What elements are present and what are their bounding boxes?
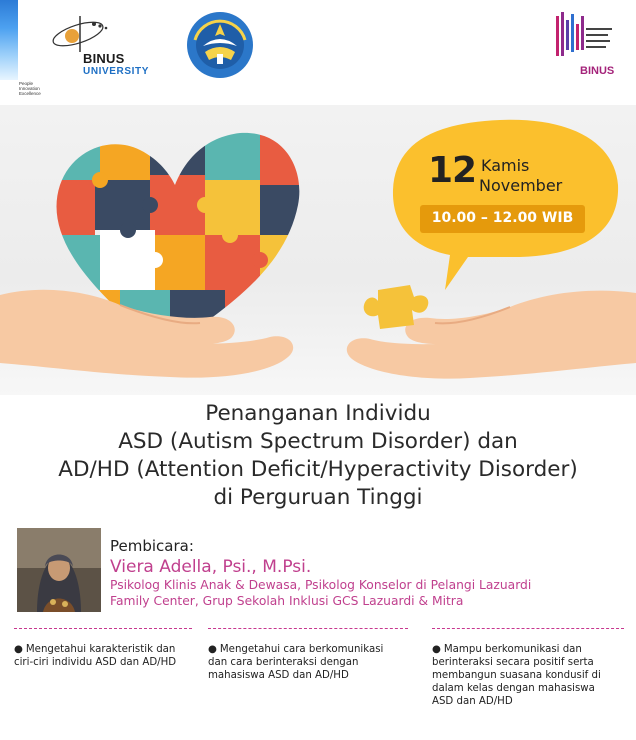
heart-puzzle-hands-illustration: [0, 105, 636, 395]
objective-text: Mampu berkomunikasi dan: [443, 644, 582, 655]
objective-item: [14, 643, 204, 669]
pie-logo-strip: [0, 0, 18, 80]
pie-tagline-line: People: [19, 81, 34, 86]
event-title-line: Penanganan Individu: [205, 401, 431, 426]
event-title-line: AD/HD (Attention Deficit/Hyperactivity Disorder): [58, 457, 578, 482]
objective-line: mahasiswa ASD dan AD/HD: [208, 670, 349, 681]
bullet-icon: ●: [208, 644, 217, 655]
objective-line: ASD dan AD/HD: [432, 696, 513, 707]
objective-line: dalam kelas dengan mahasiswa: [432, 683, 595, 694]
anniversary-emblem-icon: [552, 10, 616, 66]
section-divider: [432, 628, 624, 629]
objective-line: [14, 643, 204, 656]
speaker-role: [110, 577, 610, 609]
objective-item: [432, 643, 632, 708]
speaker-label: Pembicara:: [110, 537, 194, 555]
pie-tagline-line: Excellence: [19, 91, 41, 97]
objective-line: [208, 643, 423, 656]
bullet-icon: ●: [432, 644, 441, 655]
university-wordmark: UNIVERSITY: [83, 66, 150, 77]
binus-university-logo: [50, 12, 160, 80]
header: [0, 0, 636, 105]
objective-line: dan cara berinteraksi dengan: [208, 657, 359, 668]
speaker-portrait-icon: [17, 528, 101, 612]
event-day: 12: [428, 150, 477, 191]
event-month: November: [479, 176, 563, 195]
objective-line: membangun suasana kondusif di: [432, 670, 601, 681]
objective-item: [208, 643, 423, 682]
objective-line: berinteraksi secara positif serta: [432, 657, 594, 668]
objective-line: ciri-ciri individu ASD dan AD/HD: [14, 657, 177, 668]
tut-wuri-handayani-emblem-icon: [185, 10, 255, 80]
bullet-icon: ●: [14, 644, 23, 655]
speaker-role-line: Family Center, Grup Sekolah Inklusi GCS Lazuardi & Mitra: [110, 594, 464, 608]
binus-wordmark: BINUS: [83, 51, 125, 66]
section-divider: [14, 628, 192, 629]
event-time-pill: [420, 205, 585, 233]
event-title-line: ASD (Autism Spectrum Disorder) dan: [118, 429, 518, 454]
pie-tagline: [19, 81, 59, 97]
objective-line: [432, 643, 632, 656]
event-title: [0, 400, 636, 512]
objective-text: Mengetahui cara berkomunikasi: [219, 644, 384, 655]
event-time: 10.00 – 12.00 WIB: [431, 210, 574, 226]
speaker-photo: [17, 528, 101, 612]
objective-text: Mengetahui karakteristik dan: [25, 644, 176, 655]
speaker-name: Viera Adella, Psi., M.Psi.: [110, 557, 312, 577]
event-title-line: di Perguruan Tinggi: [213, 485, 423, 510]
binus-anniversary-logo: [552, 10, 616, 82]
section-divider: [208, 628, 408, 629]
pie-tagline-line: Innovation: [19, 86, 40, 92]
binus-emblem-icon: [50, 12, 160, 52]
speaker-role-line: Psikolog Klinis Anak & Dewasa, Psikolog Konselor di Pelangi Lazuardi: [110, 578, 532, 592]
event-weekday: Kamis: [481, 156, 530, 175]
anniversary-binus-wordmark: BINUS: [580, 65, 615, 77]
